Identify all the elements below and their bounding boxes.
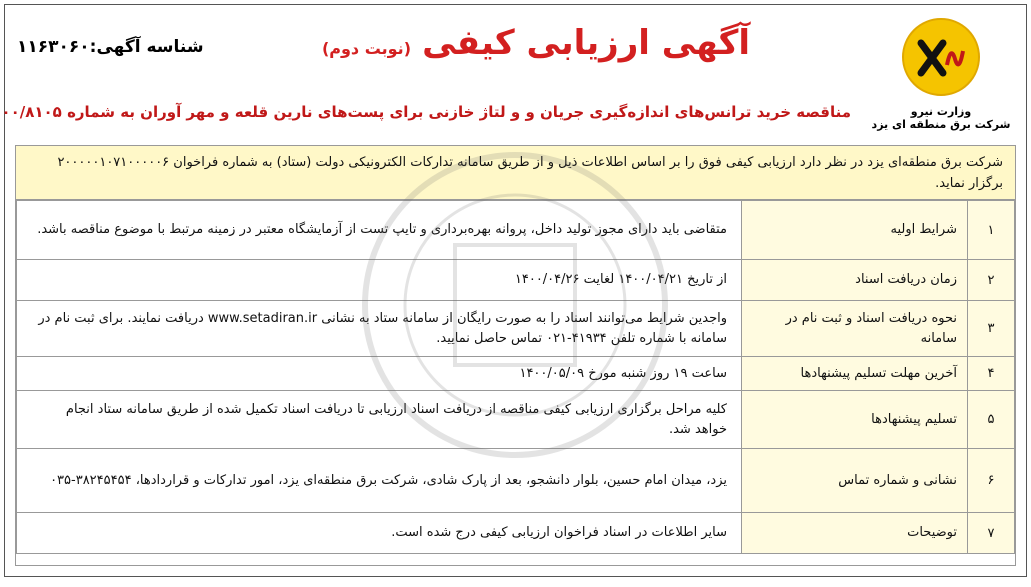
notice-subtitle: مناقصه خرید ترانس‌های اندازه‌گیری جریان و و لتاژ خازنی برای پست‌های نارین قلعه و مهر آوران به شماره ۰۰/۸۱۰۵	[1, 103, 851, 121]
details-table	[16, 200, 1015, 554]
row-label: شرایط اولیه	[742, 201, 968, 260]
intro-text: شرکت برق منطقه‌ای یزد در نظر دارد ارزیابی کیفی فوق را بر اساس اطلاعات ذیل و از طریق سامانه تدارکات الکترونیکی دولت (ستاد) به شماره فراخوان ۲۰۰۰۰۰۱۰۷۱۰۰۰۰۰۶ برگزار نماید.	[16, 146, 1015, 200]
notice-table	[15, 145, 1016, 566]
table-row	[17, 301, 1015, 357]
row-number: ۴	[968, 357, 1015, 391]
row-number: ۷	[968, 513, 1015, 554]
table-row	[17, 357, 1015, 391]
notice-title: آگهی ارزیابی کیفی	[422, 23, 751, 63]
ministry-label: وزارت نیرو	[910, 105, 972, 118]
row-number: ۵	[968, 391, 1015, 449]
row-number: ۳	[968, 301, 1015, 357]
row-content: ساعت ۱۹ روز شنبه مورخ ۱۴۰۰/۰۵/۰۹	[17, 357, 742, 391]
table-row	[17, 391, 1015, 449]
row-label: آخرین مهلت تسلیم پیشنهادها	[742, 357, 968, 391]
row-content: متقاضی باید دارای مجوز تولید داخل، پروانه بهره‌برداری و تایپ تست از آزمایشگاه معتبر در زمینه مرتبط با موضوع مناقصه باشد.	[17, 201, 742, 260]
row-content: یزد، میدان امام حسین، بلوار دانشجو، بعد از پارک شادی، شرکت برق منطقه‌ای یزد، امور تدارکات و قراردادها، ۳۸۲۴۵۴۵۴-۰۳۵	[17, 449, 742, 513]
row-content: کلیه مراحل برگزاری ارزیابی کیفی مناقصه از دریافت اسناد ارزیابی تا دریافت اسناد تکمیل شده از طریق سامانه ستاد انجام خواهد شد.	[17, 391, 742, 449]
row-label: نشانی و شماره تماس	[742, 449, 968, 513]
company-label: شرکت برق منطقه ای یزد	[871, 118, 1011, 131]
notice-header	[1, 5, 1026, 145]
row-number: ۲	[968, 260, 1015, 301]
row-label: نحوه دریافت اسناد و ثبت نام در سامانه	[742, 301, 968, 357]
round-label: (نوبت دوم)	[321, 39, 411, 58]
row-content: از تاریخ ۱۴۰۰/۰۴/۲۱ لغایت ۱۴۰۰/۰۴/۲۶	[17, 260, 742, 301]
table-row	[17, 201, 1015, 260]
power-company-logo-icon	[899, 15, 983, 99]
table-row	[17, 513, 1015, 554]
row-content: سایر اطلاعات در اسناد فراخوان ارزیابی کیفی درج شده است.	[17, 513, 742, 554]
title-block	[276, 23, 796, 63]
row-label: زمان دریافت اسناد	[742, 260, 968, 301]
row-content: واجدین شرایط می‌توانند اسناد را به صورت رایگان از سامانه ستاد به نشانی www.setadiran.ir دریافت نمایند. برای ثبت نام در سامانه با شماره تلفن ۴۱۹۳۴-۰۲۱ تماس حاصل نمایید.	[17, 301, 742, 357]
table-row	[17, 260, 1015, 301]
row-number: ۶	[968, 449, 1015, 513]
row-label: تسلیم پیشنهادها	[742, 391, 968, 449]
ad-id: شناسه آگهی:۱۱۶۳۰۶۰	[17, 37, 204, 57]
table-row	[17, 449, 1015, 513]
row-number: ۱	[968, 201, 1015, 260]
company-logo-block	[866, 15, 1016, 131]
row-label: توضیحات	[742, 513, 968, 554]
tender-notice	[1, 4, 1027, 577]
